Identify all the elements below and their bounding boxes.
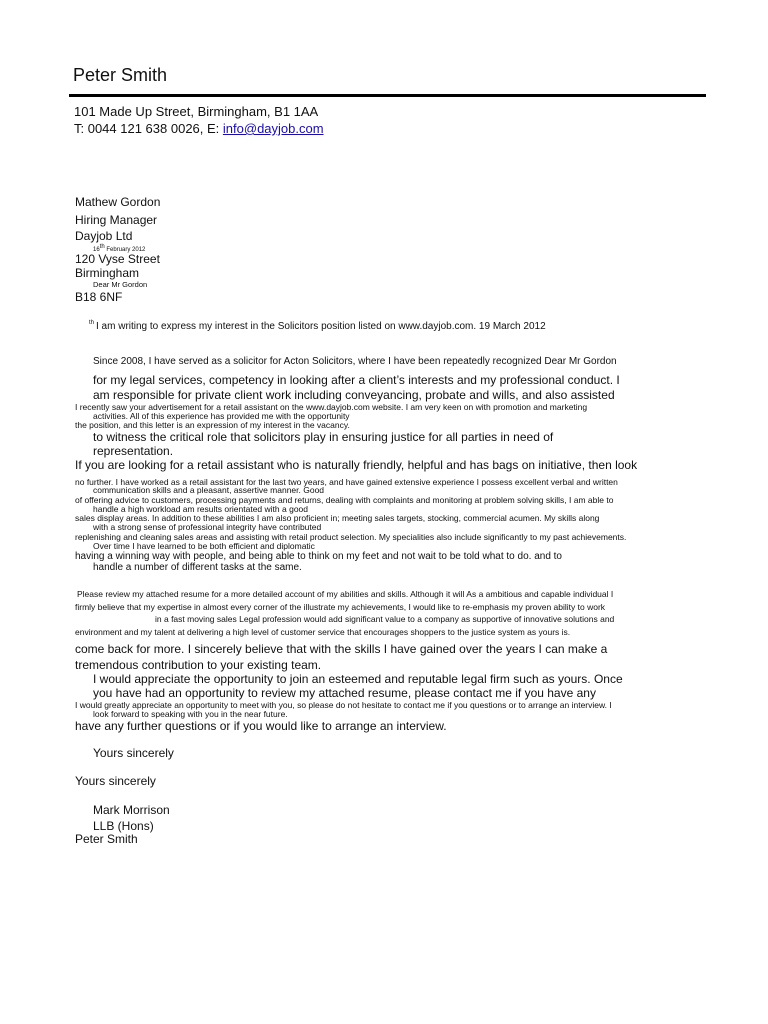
signer-qualification: LLB (Hons): [93, 819, 154, 833]
recipient-company: Dayjob Ltd: [75, 229, 133, 243]
th-superscript: th: [89, 320, 95, 326]
review-resume-line: Please review my attached resume for a more detailed account of my abilities and skills. Although it will As a ambitious and capable individual I: [77, 589, 614, 599]
signer-name: Mark Morrison: [93, 803, 170, 817]
letter-date: 16th February 2012: [93, 244, 146, 253]
retail-ad-line: I recently saw your advertisement for a retail assistant on the www.dayjob.com website. I am very keen on with promotion and marketing: [75, 402, 588, 412]
contact-phone: T: 0044 121 638 0026, E:: [74, 121, 223, 136]
sender-name: Peter Smith: [73, 65, 168, 85]
looking-line: If you are looking for a retail assistant who is naturally friendly, helpful and has bags on initiative, then look: [75, 458, 638, 472]
closing-name: Peter Smith: [75, 832, 138, 846]
different-tasks-line: handle a number of different tasks at the same.: [93, 562, 302, 573]
sales-display-line: sales display areas. In addition to these abilities I am also proficient in; meeting sales targets, stocking, commercial acumen. My skills along: [75, 513, 600, 523]
review-contact-line: you have had an opportunity to review my attached resume, please contact me if you have any: [93, 686, 596, 700]
further-questions-line: have any further questions or if you would like to arrange an interview.: [75, 719, 447, 733]
header-divider: [69, 94, 706, 97]
representation-line: representation.: [93, 444, 174, 458]
closing-yours-sincerely-1: Yours sincerely: [93, 746, 174, 760]
worked-line: no further. I have worked as a retail assistant for the last two years, and have gained extensive experience I possess excellent verbal and written: [75, 477, 618, 487]
retail-experience-line: activities. All of this experience has provided me with the opportunity: [93, 411, 350, 421]
sender-contact: [74, 122, 324, 135]
workload-line: handle a high workload am results orientated with a good: [93, 504, 308, 514]
position-interest-line: the position, and this letter is an expression of my interest in the vacancy.: [75, 420, 350, 430]
customer-service-line: environment and my talent at delivering a high level of customer service that encourages shoppers to the justice system as yours is.: [75, 627, 571, 637]
communication-line: communication skills and a pleasant, assertive manner. Good: [93, 485, 325, 495]
recipient-name: Mathew Gordon: [75, 195, 161, 209]
greatly-appreciate-line: I would greatly appreciate an opportunity to meet with you, so please do not hesitate to contact me if you questions or to arrange an interview. I: [75, 700, 612, 710]
intro-line: I am writing to express my interest in the Solicitors position listed on www.dayjob.com. 19 March 2012: [96, 321, 546, 332]
appreciate-line: I would appreciate the opportunity to join an esteemed and reputable legal firm such as yours. Once: [93, 672, 623, 686]
advice-line: of offering advice to customers, processing payments and returns, dealing with complaints and monitoring at problem solving skills, I am able to: [75, 495, 614, 505]
come-back-line: come back for more. I sincerely believe that with the skills I have gained over the years I can make a: [75, 642, 608, 656]
efficient-line: Over time I have learned to be both efficient and diplomatic: [93, 541, 315, 551]
replenishing-line: replenishing and cleaning sales areas and assisting with retail product selection. My specialities also include significantly to my past achievements.: [75, 532, 627, 542]
sender-address: 101 Made Up Street, Birmingham, B1 1AA: [74, 104, 319, 119]
legal-services-line: for my legal services, competency in looking after a client’s interests and my professional conduct. I: [93, 373, 620, 387]
closing-yours-sincerely-2: Yours sincerely: [75, 774, 156, 788]
recipient-city: Birmingham: [75, 266, 140, 280]
tremendous-line: tremendous contribution to your existing team.: [75, 658, 322, 672]
fast-moving-line: in a fast moving sales Legal profession would add significant value to a company as supportive of innovative solutions and: [155, 614, 615, 624]
recipient-postcode: B18 6NF: [75, 290, 123, 304]
recipient-title: Hiring Manager: [75, 213, 158, 227]
expertise-line: firmly believe that my expertise in almost every corner of the illustrate my achievements, I would like to re-emphasis my proven ability to work: [75, 602, 606, 612]
since-2008-line: Since 2008, I have served as a solicitor for Acton Solicitors, where I have been repeatedly recognized Dear Mr Gordon: [93, 356, 617, 367]
look-forward-line: look forward to speaking with you in the near future.: [93, 709, 288, 719]
winning-way-line: having a winning way with people, and being able to think on my feet and not wait to be told what to do. and to: [75, 551, 562, 562]
salutation-small: Dear Mr Gordon: [93, 280, 148, 289]
email-link[interactable]: info@dayjob.com: [222, 121, 324, 136]
private-client-line: am responsible for private client work including conveyancing, probate and wills, and also assisted: [93, 388, 615, 402]
integrity-line: with a strong sense of professional integrity have contributed: [93, 522, 322, 532]
witness-line: to witness the critical role that solicitors play in ensuring justice for all parties in need of: [93, 430, 554, 444]
recipient-street: 120 Vyse Street: [75, 252, 160, 266]
